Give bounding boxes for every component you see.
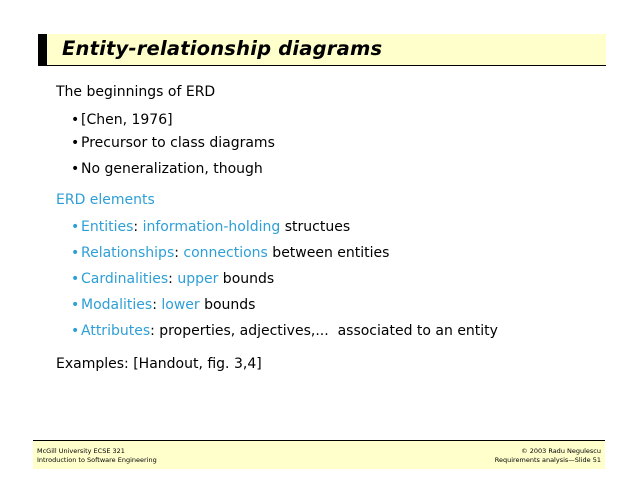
term: Modalities (81, 297, 153, 313)
bullet-item (71, 218, 350, 236)
slide-title: Entity-relationship diagrams (62, 37, 383, 60)
elements-heading: ERD elements (56, 192, 155, 208)
bullet-item (71, 270, 274, 288)
beginnings-heading: The beginnings of ERD (56, 84, 216, 100)
separator: : (168, 271, 178, 287)
footer-copyright: © 2003 Radu Negulescu (521, 447, 601, 455)
bullet-item (71, 160, 263, 178)
bullet-text: No generalization, though (81, 161, 263, 177)
footer (33, 440, 605, 469)
bullet-item (71, 134, 275, 152)
bullet-icon: • (71, 161, 80, 177)
highlight: upper (177, 271, 219, 287)
bullet-icon: • (71, 323, 80, 339)
bullet-text: [Chen, 1976] (81, 112, 173, 128)
term: Attributes (81, 323, 151, 339)
term: Cardinalities (81, 271, 169, 287)
rest-text: between entities (267, 245, 390, 261)
bullet-text: Precursor to class diagrams (81, 135, 275, 151)
bullet-item (71, 111, 173, 129)
separator: : (133, 219, 143, 235)
rest-text: bounds (218, 271, 275, 287)
separator: : (152, 297, 162, 313)
footer-slide-number: Requirements analysis—Slide 51 (494, 456, 601, 464)
term: Entities (81, 219, 134, 235)
examples-text: Examples: [Handout, fig. 3,4] (56, 356, 262, 372)
bullet-item (71, 296, 255, 314)
bullet-icon: • (71, 297, 80, 313)
term: Relationships (81, 245, 175, 261)
bullet-icon: • (71, 112, 80, 128)
highlight: information-holding (142, 219, 281, 235)
highlight: connections (183, 245, 268, 261)
bullet-item (71, 244, 389, 262)
separator: : (174, 245, 184, 261)
highlight: lower (161, 297, 200, 313)
rest-text: : properties, adjectives,... associated to an entity (150, 323, 498, 339)
title-bar (38, 34, 606, 66)
bullet-icon: • (71, 135, 80, 151)
bullet-icon: • (71, 219, 80, 235)
rest-text: structues (280, 219, 351, 235)
bullet-item (71, 322, 498, 340)
footer-university: McGill University ECSE 321 (37, 447, 125, 455)
bullet-icon: • (71, 271, 80, 287)
rest-text: bounds (199, 297, 256, 313)
bullet-icon: • (71, 245, 80, 261)
footer-course: Introduction to Software Engineering (37, 456, 157, 464)
